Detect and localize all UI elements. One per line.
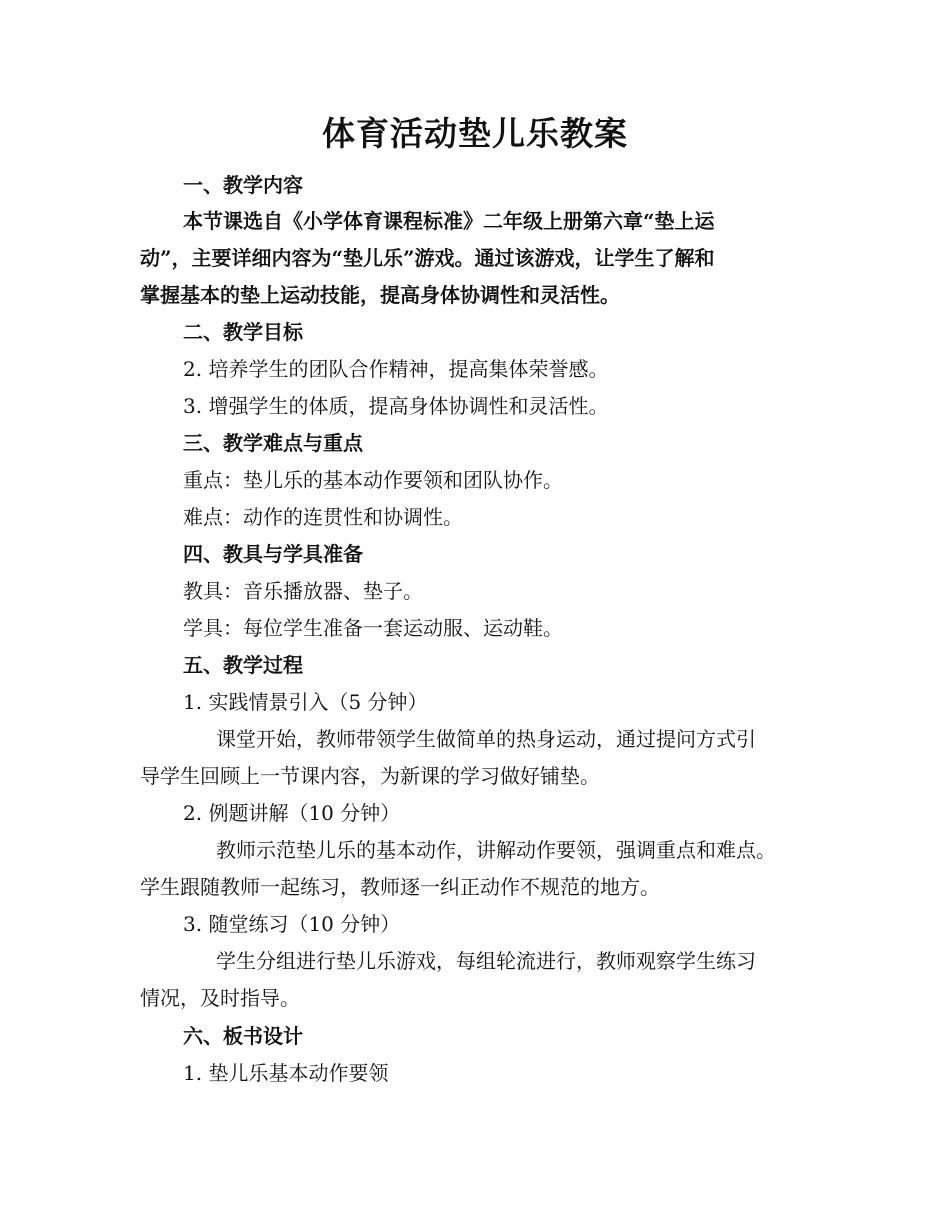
paragraph-line: 课堂开始，教师带领学生做简单的热身运动，通过提问方式引 (216, 727, 756, 751)
section-heading-difficulties: 三、教学难点与重点 (183, 431, 363, 455)
paragraph-line: 学生跟随教师一起练习，教师逐一纠正动作不规范的地方。 (140, 875, 660, 899)
paragraph-line: 学生分组进行垫儿乐游戏，每组轮流进行，教师观察学生练习 (216, 949, 756, 973)
paragraph-line: 掌握基本的垫上运动技能，提高身体协调性和灵活性。 (140, 283, 620, 307)
list-item: 2. 培养学生的团队合作精神，提高集体荣誉感。 (183, 357, 609, 381)
paragraph-line: 动”，主要详细内容为“垫儿乐”游戏。通过该游戏，让学生了解和 (140, 246, 715, 270)
paragraph-line: 教具：音乐播放器、垫子。 (183, 579, 423, 603)
list-item: 3. 随堂练习（10 分钟） (183, 912, 401, 936)
section-heading-process: 五、教学过程 (183, 653, 303, 677)
paragraph-line: 难点：动作的连贯性和协调性。 (183, 505, 463, 529)
paragraph-line: 导学生回顾上一节课内容，为新课的学习做好铺垫。 (140, 764, 600, 788)
paragraph-line: 教师示范垫儿乐的基本动作，讲解动作要领，强调重点和难点。 (216, 838, 776, 862)
section-heading-objectives: 二、教学目标 (183, 320, 303, 344)
section-heading-board: 六、板书设计 (183, 1024, 303, 1048)
list-item: 1. 实践情景引入（5 分钟） (183, 690, 428, 714)
paragraph-line: 本节课选自《小学体育课程标准》二年级上册第六章“垫上运 (183, 209, 715, 233)
section-heading-materials: 四、教具与学具准备 (183, 542, 363, 566)
document-title: 体育活动垫儿乐教案 (322, 114, 628, 153)
list-item: 3. 增强学生的体质，提高身体协调性和灵活性。 (183, 394, 609, 418)
paragraph-line: 情况，及时指导。 (140, 986, 300, 1010)
paragraph-line: 学具：每位学生准备一套运动服、运动鞋。 (183, 616, 563, 640)
section-heading-content: 一、教学内容 (183, 173, 303, 197)
list-item: 2. 例题讲解（10 分钟） (183, 801, 401, 825)
paragraph-line: 重点：垫儿乐的基本动作要领和团队协作。 (183, 468, 563, 492)
list-item: 1. 垫儿乐基本动作要领 (183, 1061, 389, 1085)
